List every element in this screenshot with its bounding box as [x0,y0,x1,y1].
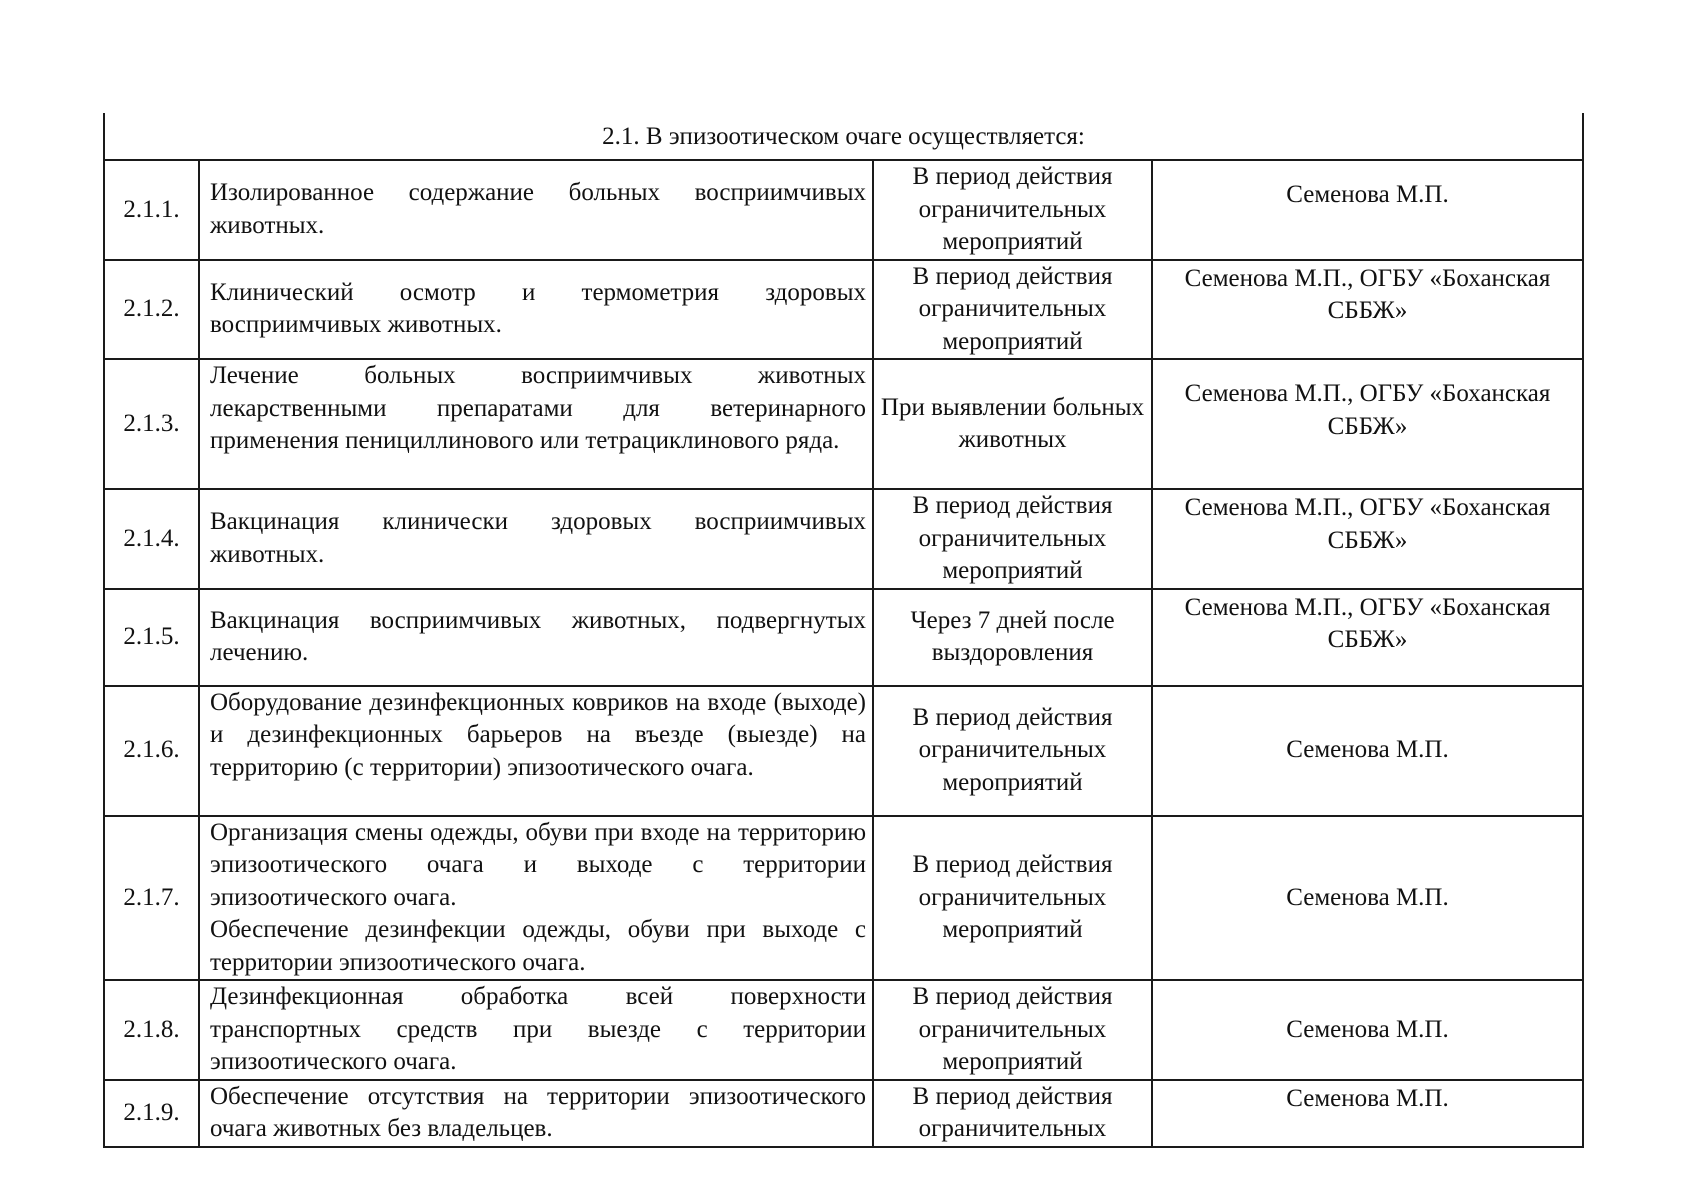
term-cell: В период действия ограничительных мероприятий [873,160,1152,260]
table-row [104,489,1583,589]
row-number: 2.1.2. [104,260,199,360]
action-paragraph: Обеспечение дезинфекции одежды, обуви при выходе с территории эпизоотического очага. [210,916,866,976]
responsible-cell: Семенова М.П. [1152,1080,1583,1147]
table-row [104,260,1583,360]
action-cell: Дезинфекционная обработка всей поверхности транспортных средств при выезде с территории эпизоотического очага. [199,980,873,1080]
action-paragraph: Организация смены одежды, обуви при входе на территорию эпизоотического очага и выходе с территории эпизоотического очага. [210,818,866,911]
responsible-cell: Семенова М.П. [1152,686,1583,816]
responsible-cell: Семенова М.П. [1152,160,1583,260]
term-cell: В период действия ограничительных мероприятий [873,686,1152,816]
table-row [104,980,1583,1080]
table-row [104,160,1583,260]
responsible-cell: Семенова М.П., ОГБУ «Боханская СББЖ» [1152,260,1583,360]
section-title: 2.1. В эпизоотическом очаге осуществляется: [104,113,1583,160]
term-cell: В период действия ограничительных мероприятий [873,260,1152,360]
row-number: 2.1.5. [104,589,199,686]
action-cell: Лечение больных восприимчивых животных лекарственными препаратами для ветеринарного применения пенициллинового или тетрациклинового ряда. [199,359,873,489]
action-cell: Изолированное содержание больных восприимчивых животных. [199,160,873,260]
responsible-cell: Семенова М.П. [1152,980,1583,1080]
table-row [104,816,1583,981]
term-cell: Через 7 дней после выздоровления [873,589,1152,686]
row-number: 2.1.3. [104,359,199,489]
responsible-cell: Семенова М.П., ОГБУ «Боханская СББЖ» [1152,359,1583,489]
table-row [104,359,1583,489]
row-number: 2.1.7. [104,816,199,981]
responsible-cell: Семенова М.П., ОГБУ «Боханская СББЖ» [1152,489,1583,589]
action-cell: Вакцинация восприимчивых животных, подвергнутых лечению. [199,589,873,686]
row-number: 2.1.9. [104,1080,199,1147]
measures-table [103,113,1584,1148]
table-row [104,686,1583,816]
term-cell: В период действия ограничительных [873,1080,1152,1147]
table-row [104,1080,1583,1147]
action-cell: Оборудование дезинфекционных ковриков на входе (выходе) и дезинфекционных барьеров на въезде (выезде) на территорию (с территории) эпизоотического очага. [199,686,873,816]
term-cell: В период действия ограничительных мероприятий [873,816,1152,981]
action-cell [199,816,873,981]
section-header-row [104,113,1583,160]
row-number: 2.1.8. [104,980,199,1080]
term-cell: В период действия ограничительных мероприятий [873,489,1152,589]
row-number: 2.1.1. [104,160,199,260]
action-cell: Клинический осмотр и термометрия здоровых восприимчивых животных. [199,260,873,360]
row-number: 2.1.4. [104,489,199,589]
action-cell: Вакцинация клинически здоровых восприимчивых животных. [199,489,873,589]
row-number: 2.1.6. [104,686,199,816]
term-cell: При выявлении больных животных [873,359,1152,489]
responsible-cell: Семенова М.П. [1152,816,1583,981]
action-cell: Обеспечение отсутствия на территории эпизоотического очага животных без владельцев. [199,1080,873,1147]
table-row [104,589,1583,686]
term-cell: В период действия ограничительных мероприятий [873,980,1152,1080]
responsible-cell: Семенова М.П., ОГБУ «Боханская СББЖ» [1152,589,1583,686]
